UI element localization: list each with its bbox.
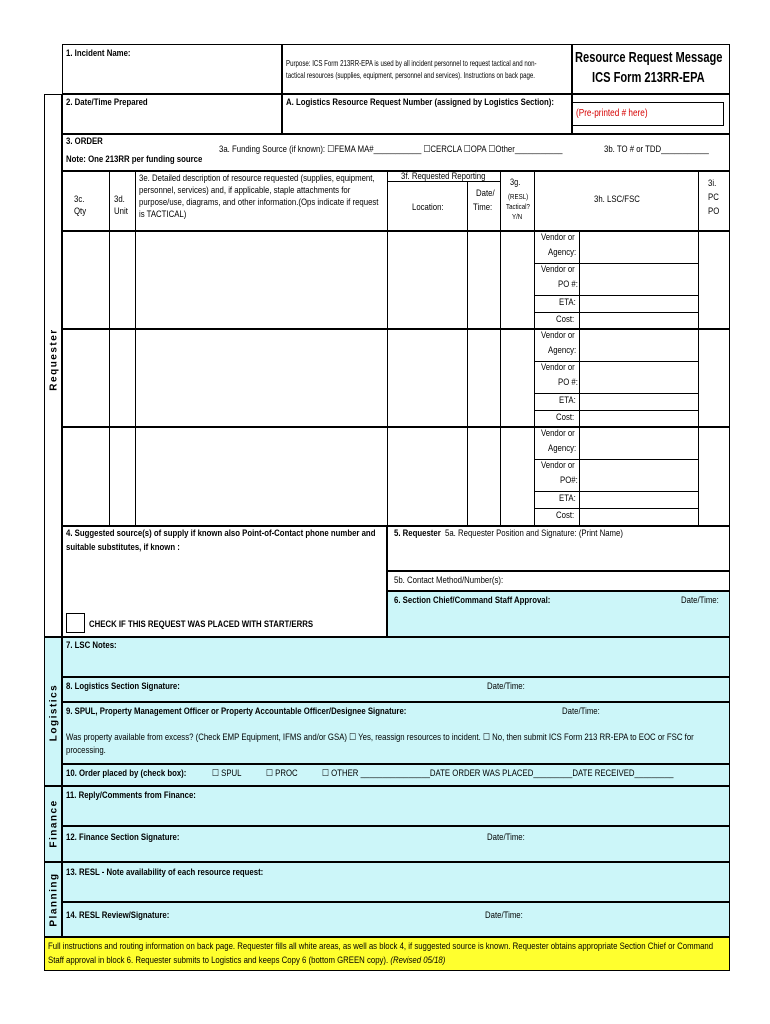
- suggested-source-label-2: suitable substitutes, if known :: [66, 542, 180, 553]
- vendor-2-label-2: Agency:: [548, 345, 577, 356]
- vendor-1-label-2: Agency:: [548, 247, 577, 258]
- description-header-1: 3e. Detailed description of resource requested (supplies, equipment,: [139, 173, 375, 184]
- purpose-box: [282, 44, 572, 94]
- description-header-4: is TACTICAL): [139, 209, 187, 220]
- order-placed-other[interactable]: ☐ OTHER ________________DATE ORDER WAS PLACED_________DATE RECEIVED_________: [322, 768, 674, 779]
- vendor-2-label-4: PO #:: [558, 377, 578, 388]
- note-label: Note: One 213RR per funding source: [66, 154, 203, 165]
- preprinted-number-label: (Pre-printed # here): [576, 108, 648, 119]
- vendor-1-label-6: Cost:: [556, 314, 575, 325]
- logistics-signature-label: 8. Logistics Section Signature:: [66, 681, 180, 692]
- qty-header-1: 3c.: [74, 194, 85, 205]
- description-header-3: purpose/use, diagrams, and other information.(Ops indicate if request: [139, 197, 379, 208]
- requested-reporting-header: 3f. Requested Reporting: [401, 171, 486, 182]
- vendor-1-label-4: PO #:: [558, 279, 578, 290]
- requester-label: 5. Requester: [394, 528, 441, 539]
- to-tdd-label[interactable]: 3b. TO # or TDD___________: [604, 144, 709, 155]
- suggested-source-label-1: 4. Suggested source(s) of supply if known also Point-of-Contact phone number and: [66, 528, 376, 539]
- date-time-prepared-label: 2. Date/Time Prepared: [66, 97, 148, 108]
- item-row-3[interactable]: [62, 427, 730, 526]
- finance-signature-datetime: Date/Time:: [487, 832, 525, 843]
- finance-reply-label: 11. Reply/Comments from Finance:: [66, 790, 196, 801]
- logistics-side-label: Logistics: [48, 683, 60, 742]
- pc-po-header-2: PC: [708, 192, 719, 203]
- vendor-3-label-1: Vendor or: [541, 428, 575, 439]
- form-number: ICS Form 213RR-EPA: [592, 69, 705, 86]
- lsc-notes-label: 7. LSC Notes:: [66, 640, 117, 651]
- planning-side-label: Planning: [48, 872, 60, 927]
- vendor-3-label-4: PO#:: [560, 475, 578, 486]
- order-placed-spul[interactable]: ☐ SPUL: [212, 768, 242, 779]
- contact-method-label: 5b. Contact Method/Number(s):: [394, 575, 504, 586]
- location-header: Location:: [412, 202, 444, 213]
- footer-line-2-text: Staff approval in block 6. Requester submits to Logistics and keeps Copy 6 (bottom GREEN copy).: [48, 955, 389, 966]
- logistics-signature-datetime: Date/Time:: [487, 681, 525, 692]
- purpose-line-2: tactical resources (supplies, equipment, personnel and services). Instructions on back page.: [286, 70, 536, 80]
- resl-note-label: 13. RESL - Note availability of each resource request:: [66, 867, 264, 878]
- order-placed-proc[interactable]: ☐ PROC: [266, 768, 298, 779]
- footer-line-1: Full instructions and routing information on back page. Requester fills all white areas, as well as block 4, if suggested source is known. Requester obtains appropriate Section Chief or Command: [48, 941, 714, 952]
- finance-signature-label: 12. Finance Section Signature:: [66, 832, 180, 843]
- requester-side-label: Requester: [48, 328, 60, 391]
- resl-header-3: Tactical?: [506, 202, 530, 211]
- vendor-3-label-3: Vendor or: [541, 460, 575, 471]
- unit-header-2: Unit: [114, 206, 128, 217]
- item-row-1[interactable]: [62, 231, 730, 329]
- start-errs-checkbox[interactable]: [66, 613, 85, 633]
- funding-source-label[interactable]: 3a. Funding Source (if known): ☐FEMA MA#___________ ☐CERCLA ☐OPA ☐Other___________: [219, 144, 563, 155]
- resl-header-4: Y/N: [512, 212, 523, 221]
- purpose-line-1: Purpose: ICS Form 213RR-EPA is used by all incident personnel to request tactical and non-: [286, 58, 537, 68]
- order-placed-label: 10. Order placed by (check box):: [66, 768, 187, 779]
- date-time-header-2: Time:: [473, 202, 493, 213]
- vendor-2-label-5: ETA:: [559, 395, 576, 406]
- form-title: Resource Request Message: [575, 49, 723, 66]
- vendor-1-label-1: Vendor or: [541, 232, 575, 243]
- requester-position-label: 5a. Requester Position and Signature: (Print Name): [445, 528, 623, 539]
- description-header-2: personnel, services) and, if applicable, staple attachments for: [139, 185, 351, 196]
- section-chief-approval-label: 6. Section Chief/Command Staff Approval:: [394, 595, 551, 606]
- spul-label: 9. SPUL, Property Management Officer or Property Accountable Officer/Designee Signature:: [66, 706, 407, 717]
- ics-213rr-form: [44, 44, 730, 1015]
- resl-review-label: 14. RESL Review/Signature:: [66, 910, 170, 921]
- item-row-2[interactable]: [62, 329, 730, 427]
- lsc-fsc-header: 3h. LSC/FSC: [594, 194, 640, 205]
- order-label: 3. ORDER: [66, 136, 103, 147]
- footer-line-2: [48, 955, 445, 966]
- resl-header-1: 3g.: [510, 177, 521, 187]
- vendor-3-label-6: Cost:: [556, 510, 575, 521]
- spul-datetime: Date/Time:: [562, 706, 600, 717]
- excess-question-line-1[interactable]: Was property available from excess? (Check EMP Equipment, IFMS and/or GSA) ☐ Yes, reassign resources to incident. ☐ No, then submit ICS Form 213 RR-EPA to EOC or FSC for: [66, 732, 694, 743]
- resl-header-2: (RESL): [508, 192, 529, 201]
- incident-name-label: 1. Incident Name:: [66, 48, 131, 59]
- qty-header-2: Qty: [74, 206, 87, 217]
- vendor-2-label-1: Vendor or: [541, 330, 575, 341]
- resl-review-datetime: Date/Time:: [485, 910, 523, 921]
- footer-revised: (Revised 05/18): [390, 955, 446, 966]
- vendor-1-label-3: Vendor or: [541, 264, 575, 275]
- section-chief-approval-datetime: Date/Time:: [681, 595, 719, 606]
- pc-po-header-3: PO: [708, 206, 720, 217]
- vendor-3-label-2: Agency:: [548, 443, 577, 454]
- unit-header-1: 3d.: [114, 194, 125, 205]
- logistics-request-number-label: A. Logistics Resource Request Number (assigned by Logistics Section):: [286, 97, 554, 108]
- vendor-2-label-3: Vendor or: [541, 362, 575, 373]
- vendor-2-label-6: Cost:: [556, 412, 575, 423]
- vendor-3-label-5: ETA:: [559, 493, 576, 504]
- lsc-notes-box[interactable]: [62, 637, 730, 677]
- excess-question-line-2: processing.: [66, 745, 106, 756]
- finance-side-label: Finance: [48, 799, 60, 848]
- date-time-header-1: Date/: [476, 188, 495, 199]
- pc-po-header-1: 3i.: [708, 178, 717, 189]
- vendor-1-label-5: ETA:: [559, 297, 576, 308]
- start-errs-label: CHECK IF THIS REQUEST WAS PLACED WITH START/ERRS: [89, 619, 314, 630]
